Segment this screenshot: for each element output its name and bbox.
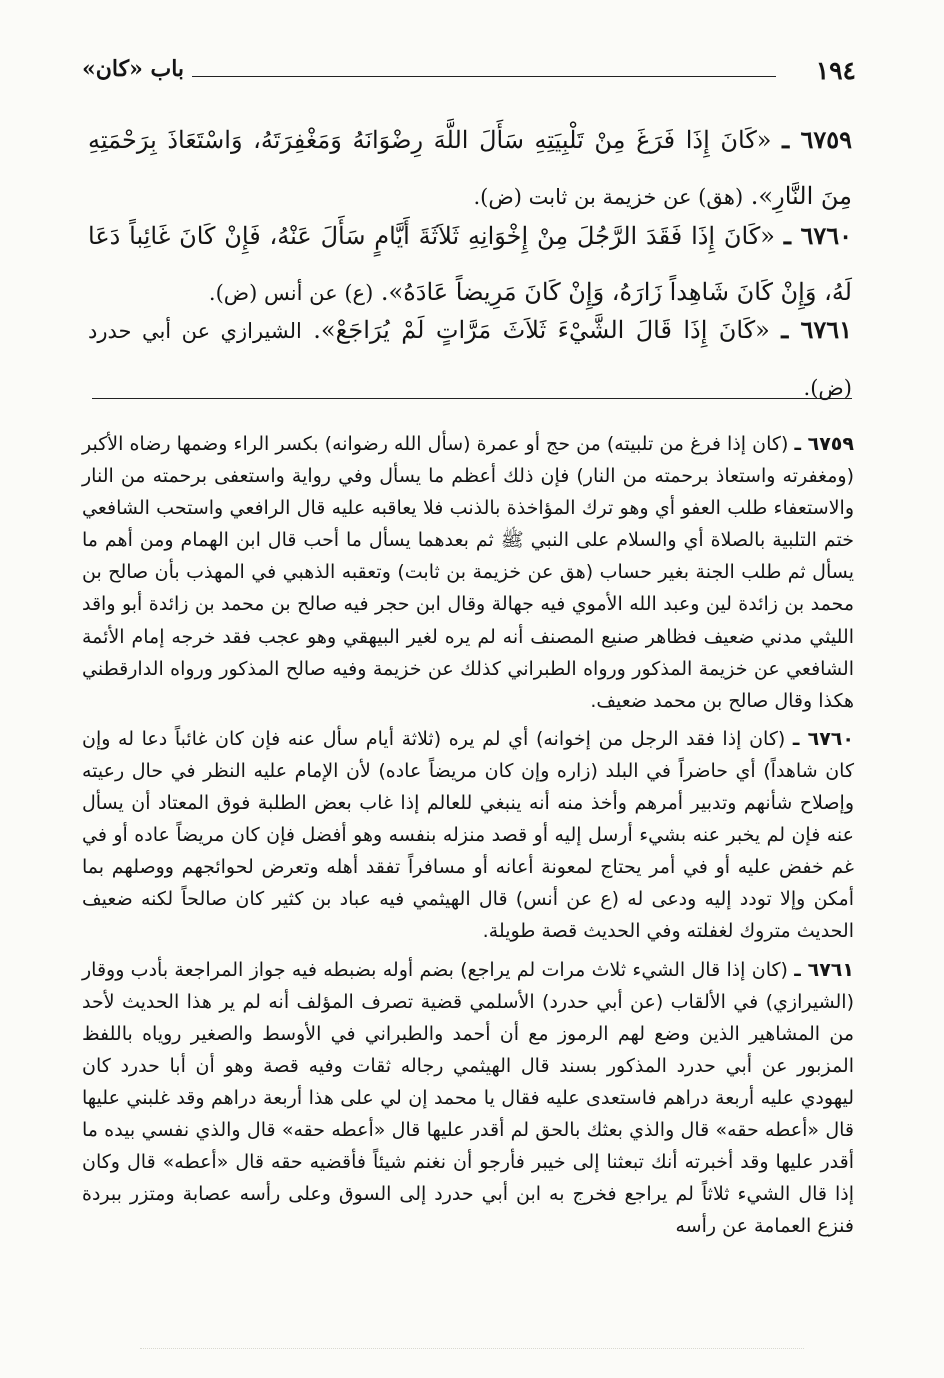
- page-header: [82, 52, 856, 92]
- page-number: ١٩٤: [815, 56, 856, 85]
- commentary-text: (كان إذا قال الشيء ثلاث مرات لم يراجع) بضم أوله بضبطه فيه جواز المراجعة بأدب ووقار (الشيرازي) في الألقاب (عن أبي حدرد) الأسلمي قضية تصرف المؤلف أنه لم ير هذا الحديث لأحد من المشاهير الذين وضع لهم الرموز مع أن أحمد والطبراني في الأوسط والصغير روياه باللفظ المزبور عن أبي حدرد المذكور بسند قال الهيثمي رجاله ثقات وفيه قصة وهو أن أبا حدرد كان ليهودي عليه أربعة دراهم فاستعدى عليه فقال يا محمد إن لي على هذا أربعة دراهم وقد غلبني عليها قال «أعطه حقه» قال والذي بعثك بالحق لم أقدر عليها قال «أعطه حقه» قال والذي نفسي بيده ما أقدر عليها وقد أخبرته أنك تبعثنا إلى خيبر فأرجو أن نغنم شيئاً فأقضيه حقه قال «أعطه» قال وكان إذا قال الشيء ثلاثاً لم يراجع فخرج به ابن أبي حدرد إلى السوق وعلى رأسه عصابة ومتزر ببردة فنزع العمامة عن رأسه: [82, 958, 854, 1238]
- hadith-source: (ع) عن أنس (ض).: [208, 281, 374, 305]
- header-rule: [192, 76, 776, 77]
- hadith-source: الشيرازي عن أبي حدرد (ض).: [88, 319, 852, 400]
- commentary-section: [82, 428, 854, 1248]
- hadith-text: «كَانَ إِذَا فَرَغَ مِنْ تَلْبِيَتِهِ سَأَلَ اللَّهَ رِضْوَانَهُ وَمَغْفِرَتَهُ، وَاسْتَعَاذَ بِرَحْمَتِهِ مِنَ النَّارِ».: [88, 126, 852, 210]
- commentary-text: (كان إذا فرغ من تلبيته) من حج أو عمرة (سأل الله رضوانه) بكسر الراء وضمها رضاه الأكبر (ومغفرته واستعاذ برحمته من النار) فإن ذلك أعظم ما يسأل وفي رواية واستعفى برحمته من النار والاستعفاء طلب العفو أي وهو ترك المؤاخذة بالذنب فلا يعاقبه عليه قال الرافعي واستحب الشافعي ختم التلبية بالصلاة أي والسلام على النبي ﷺ ثم بعدهما يسأل ما أحب قال ابن الهمام ومن أهم ما يسأل ثم طلب الجنة بغير حساب (هق عن خزيمة بن ثابت) وتعقبه الذهبي في المهذب بأن صالح بن محمد بن زائدة لين وعبد الله الأموي فيه جهالة وقال ابن حجر فيه صالح بن محمد بن زائدة أبو واقد الليثي مدني ضعيف فظاهر صنيع المصنف أنه لم يره لغير البيهقي وهو عجب فقد خرجه إمام الأئمة الشافعي عن خزيمة المذكور ورواه الطبراني كذلك عن خزيمة وفيه صالح المذكور ورواه الدارقطني هكذا وقال صالح بن محمد ضعيف.: [82, 433, 854, 712]
- hadith-text: «كَانَ إِذَا قَالَ الشَّيْءَ ثَلاَثَ مَرَّاتٍ لَمْ يُرَاجَعْ».: [313, 316, 770, 344]
- hadith-source: (هق) عن خزيمة بن ثابت (ض).: [473, 185, 744, 209]
- commentary-6761: [82, 954, 854, 1243]
- page-bottom-edge: [140, 1348, 804, 1357]
- commentary-6760: [82, 723, 854, 948]
- section-divider: [92, 398, 852, 399]
- hadith-number: ٦٧٥٩ ـ: [782, 125, 852, 154]
- commentary-6759: [82, 428, 854, 717]
- hadith-text: «كَانَ إِذَا فَقَدَ الرَّجُلَ مِنْ إِخْوَانِهِ ثَلاَثَةَ أَيَّامٍ سَأَلَ عَنْهُ، فَإِنْ كَانَ غَائِباً دَعَا لَهُ، وَإِنْ كَانَ شَاهِداً زَارَهُ، وَإِنْ كَانَ مَرِيضاً عَادَهُ».: [88, 222, 852, 306]
- commentary-number: ٦٧٦٠ ـ: [792, 727, 854, 750]
- chapter-title: باب «كان»: [82, 56, 185, 82]
- commentary-text: (كان إذا فقد الرجل من إخوانه) أي لم يره (ثلاثة أيام سأل عنه فإن كان غائباً دعا له وإن كان شاهداً) أي حاضراً في البلد (زاره وإن كان مريضاً عاده) لأن الإمام عليه النظر في حال رعيته وإصلاح شأنهم وتدبير أمرهم وأخذ منه أنه ينبغي للعالم إذا غاب بعض الطلبة فوق المعتاد أن يسأل عنه فإن لم يخبر عنه بشيء أرسل إليه أو قصد منزله بنفسه وهو أفضل فإن كان مريضاً عاده أو في غم خفض عليه أو في أمر يحتاج لمعونة أعانه أو مسافراً تفقد أهله وتعرض لحوائجهم ووصلهم بما أمكن وإلا تودد إليه ودعى له (ع عن أنس) قال الهيثمي فيه عباد بن كثير كان صالحاً لكنه ضعيف الحديث متروك لغفلته وفي الحديث قصة طويلة.: [82, 727, 854, 943]
- commentary-number: ٦٧٥٩ ـ: [794, 433, 854, 455]
- hadith-number: ٦٧٦٠ ـ: [783, 221, 852, 250]
- hadith-number: ٦٧٦١ ـ: [781, 315, 853, 344]
- commentary-number: ٦٧٦١ ـ: [794, 958, 854, 981]
